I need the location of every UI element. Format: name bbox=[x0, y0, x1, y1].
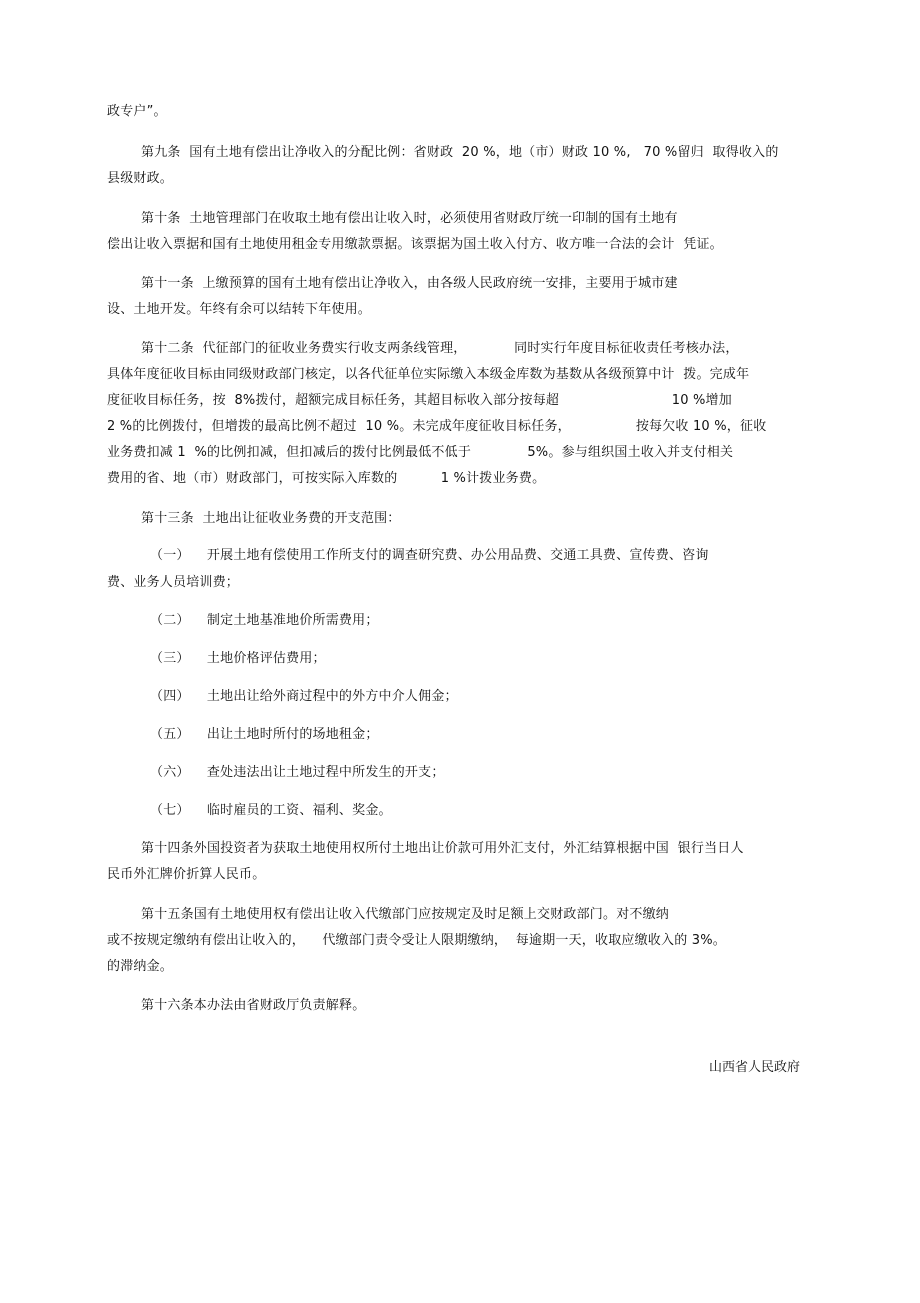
text-line: 费用的省、地（市）财政部门，可按实际入库数的 1 %计拨业务费。 bbox=[107, 471, 546, 486]
text-line: 具体年度征收目标由同级财政部门核定，以各代征单位实际缴入本级金库数为基数从各级预算中计 拨。完成年 bbox=[107, 367, 750, 382]
article-10-line: 第十条 土地管理部门在收取土地有偿出让收入时，必须使用省财政厅统一印制的国有土地有 bbox=[141, 211, 678, 226]
text-line: 2 %的比例拨付，但增拨的最高比例不超过 10 %。未完成年度征收目标任务， 按每欠收 10 %，征收 bbox=[107, 419, 767, 434]
article-13-line: 第十三条 土地出让征收业务费的开支范围： bbox=[141, 511, 401, 526]
text-line: 的滞纳金。 bbox=[107, 959, 174, 974]
list-item-7: （七） 临时雇员的工资、福利、奖金。 bbox=[150, 803, 392, 818]
list-item-3: （三） 土地价格评估费用； bbox=[150, 651, 326, 666]
list-item-6: （六） 查处违法出让土地过程中所发生的开支； bbox=[150, 765, 445, 780]
article-16-line: 第十六条本办法由省财政厅负责解释。 bbox=[141, 998, 366, 1013]
text-line: 业务费扣减 1 %的比例扣减，但扣减后的拨付比例最低不低于 5%。参与组织国土收入并支付相关 bbox=[107, 445, 734, 460]
list-item-5: （五） 出让土地时所付的场地租金； bbox=[150, 727, 379, 742]
signature: 山西省人民政府 bbox=[708, 1060, 800, 1075]
text-line: 度征收目标任务，按 8%拨付，超额完成目标任务，其超目标收入部分按每超 10 %增加 bbox=[107, 393, 732, 408]
article-9-line: 第九条 国有土地有偿出让净收入的分配比例：省财政 20 %，地（市）财政 10 %, 70 %留归 取得收入的 bbox=[141, 145, 779, 160]
text-line: 或不按规定缴纳有偿出让收入的， 代缴部门责令受让人限期缴纳， 每逾期一天，收取应缴收入的 3%。 bbox=[107, 933, 726, 948]
text-line: 偿出让收入票据和国有土地使用租金专用缴款票据。该票据为国土收入付方、收方唯一合法的会计 凭证。 bbox=[107, 237, 723, 252]
list-item-2: （二） 制定土地基准地价所需费用； bbox=[150, 613, 379, 628]
list-item-1: （一） 开展土地有偿使用工作所支付的调查研究费、办公用品费、交通工具费、宣传费、咨询 bbox=[150, 548, 709, 563]
list-item-4: （四） 土地出让给外商过程中的外方中介人佣金； bbox=[150, 689, 458, 704]
article-15-line: 第十五条国有土地使用权有偿出让收入代缴部门应按规定及时足额上交财政部门。对不缴纳 bbox=[141, 907, 670, 922]
text-line: 费、业务人员培训费； bbox=[107, 575, 240, 590]
text-line: 政专户”。 bbox=[107, 104, 167, 119]
article-14-line: 第十四条外国投资者为获取土地使用权所付土地出让价款可用外汇支付，外汇结算根据中国 银行当日人 bbox=[141, 841, 744, 856]
text-line: 民币外汇牌价折算人民币。 bbox=[107, 867, 266, 882]
text-line: 设、土地开发。年终有余可以结转下年使用。 bbox=[107, 302, 372, 317]
article-12-line: 第十二条 代征部门的征收业务费实行收支两条线管理， 同时实行年度目标征收责任考核办法， bbox=[141, 341, 739, 356]
article-11-line: 第十一条 上缴预算的国有土地有偿出让净收入，由各级人民政府统一安排，主要用于城市建 bbox=[141, 276, 678, 291]
text-line: 县级财政。 bbox=[107, 171, 174, 186]
